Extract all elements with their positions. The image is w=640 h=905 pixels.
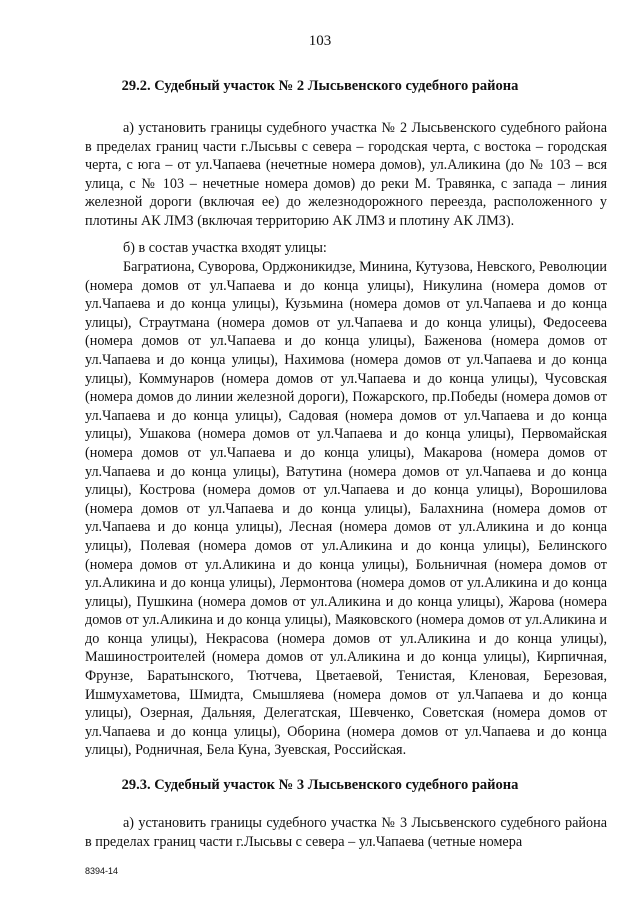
paragraph-boundaries-3: а) установить границы судебного участка № 3 Лысьвенского судебного района в пределах границ части г.Лысьвы с севера – ул.Чапаева (четные номера <box>85 815 607 850</box>
paragraph-streets-intro: б) в состав участка входят улицы: <box>123 240 327 256</box>
section-heading-29-2: 29.2. Судебный участок № 2 Лысьвенского судебного района <box>121 78 519 94</box>
footer-document-code: 8394-14 <box>85 866 119 876</box>
section-heading-29-3: 29.3. Судебный участок № 3 Лысьвенского судебного района <box>121 777 519 793</box>
page-number: 103 <box>308 33 332 49</box>
paragraph-streets-list: Багратиона, Суворова, Орджоникидзе, Минина, Кутузова, Невского, Революции (номера домов от ул.Чапаева и до конца улицы), Никулина (номера домов от ул.Чапаева и до конца улицы), Кузьмина (номера домов от ул.Чапаева и до конца улицы), Страутмана (номера домов от ул.Чапаева и до конца улицы), Федосеева (номера домов от ул.Чапаева и до конца улицы), Баженова (номера домов от ул.Чапаева и до конца улицы), Нахимова (номера домов от ул.Чапаева и до конца улицы), Коммунаров (номера домов от ул.Чапаева и до конца улицы), Чусовская (номера домов до линии железной дороги), Пожарского, пр.Победы (номера домов от ул.Чапаева и до конца улицы), Садовая (номера домов от ул.Чапаева и до конца улицы), Ушакова (номера домов от ул.Чапаева и до конца улицы), Первомайская (номера домов от ул.Чапаева и до конца улицы), Макарова (номера домов от ул.Чапаева и до конца улицы), Ватутина (номера домов от ул.Чапаева и до конца улицы), Кострова (номера домов от ул.Чапаева и до конца улицы), Ворошилова (номера домов от ул.Чапаева и до конца улицы), Балахнина (номера домов от ул.Чапаева и до конца улицы), Лесная (номера домов от ул.Аликина и до конца улицы), Полевая (номера домов от ул.Аликина и до конца улицы), Белинского (номера домов от ул.Аликина и до конца улицы), Больничная (номера домов от ул.Аликина и до конца улицы), Лермонтова (номера домов от ул.Аликина и до конца улицы), Пушкина (номера домов от ул.Аликина и до конца улицы), Жарова (номера домов от ул.Аликина и до конца улицы), Маяковского (номера домов от ул.Аликина и до конца улицы), Некрасова (номера домов от ул.Аликина и до конца улицы), Машиностроителей (номера домов от ул.Аликина и до конца улицы), Кирпичная, Фрунзе, Баратынского, Тютчева, Цветаевой, Тенистая, Кленовая, Березовая, Ишмухаметова, Шмидта, Смышляева (номера домов от ул.Чапаева и до конца улицы), Озерная, Дальняя, Делегатская, Шевченко, Советская (номера домов от ул.Чапаева и до конца улицы), Оборина (номера домов от ул.Чапаева и до конца улицы), Родничная, Бела Куна, Зуевская, Российская. <box>85 259 607 759</box>
paragraph-boundaries-2: а) установить границы судебного участка № 2 Лысьвенского судебного района в пределах границ части г.Лысьвы с севера – городская черта, с востока – городская черта, с юга – от ул.Чапаева (нечетные номера домов), ул.Аликина (до № 103 – вся улица, с № 103 – нечетные номера домов) до реки М. Травянка, с запада – линия железной дороги (включая ее) до железнодорожного переезда, расположенного у плотины АК ЛМЗ (включая территорию АК ЛМЗ и плотину АК ЛМЗ). <box>85 120 607 229</box>
